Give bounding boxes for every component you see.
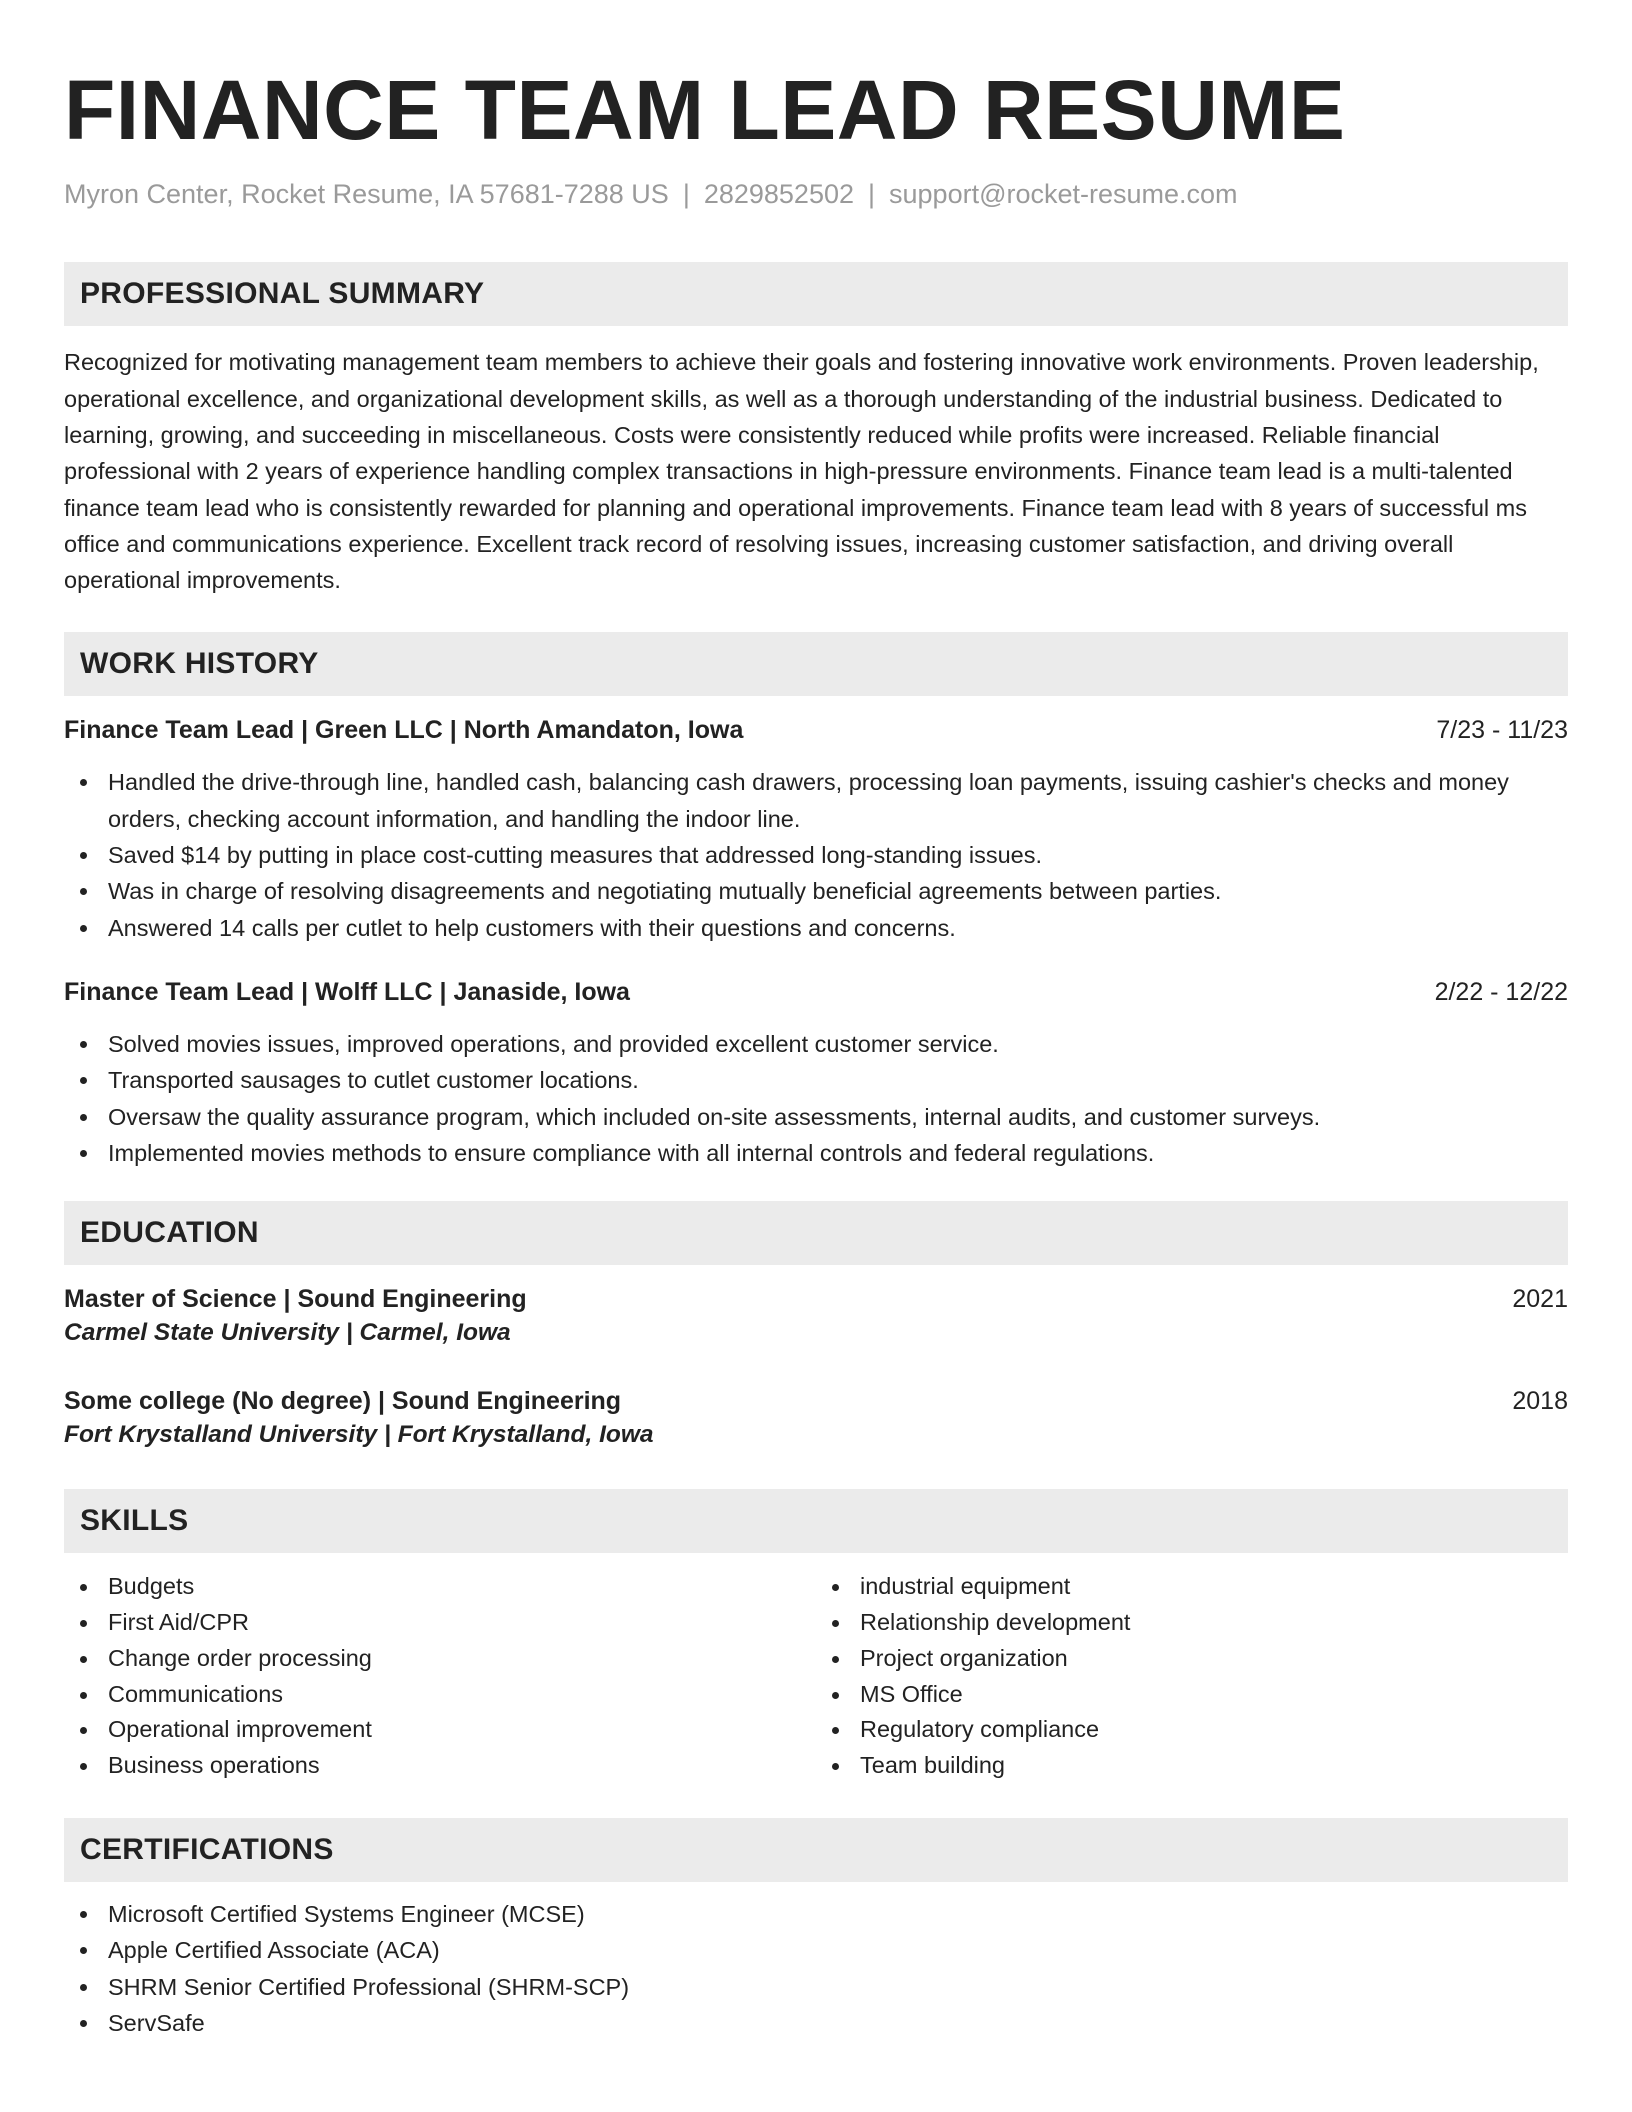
contact-separator: | <box>868 179 876 209</box>
job-bullet: Solved movies issues, improved operations, and provided excellent customer service. <box>64 1026 1568 1062</box>
education-year: 2021 <box>1512 1285 1568 1314</box>
skill-item: Business operations <box>64 1748 816 1784</box>
summary-text: Recognized for motivating management team members to achieve their goals and fostering innovative work environments. Proven leadership, operational excellence, and organizational development skills, as well as a thorough understanding of the industrial business. Dedicated to learning, growing, and succeeding in miscellaneous. Costs were consistently reduced while profits were increased. Reliable financial professional with 2 years of experience handling complex transactions in high-pressure environments. Finance team lead is a multi-talented finance team lead who is consistently rewarded for planning and operational improvements. Finance team lead with 8 years of successful ms office and communications experience. Excellent track record of resolving issues, increasing customer satisfaction, and driving overall operational improvements. <box>64 349 1539 594</box>
certification-item: SHRM Senior Certified Professional (SHRM-SCP) <box>64 1969 1568 2005</box>
skills-grid <box>64 1569 1568 1784</box>
job-header-row <box>64 714 1568 746</box>
skills-column-right <box>816 1569 1568 1784</box>
education-degree: Some college (No degree) | Sound Engineering <box>64 1387 622 1416</box>
education-header-row <box>64 1385 1568 1417</box>
job-bullet: Transported sausages to cutlet customer locations. <box>64 1062 1568 1098</box>
certification-item: Apple Certified Associate (ACA) <box>64 1932 1568 1968</box>
contact-address: Myron Center, Rocket Resume, IA 57681-7288 US <box>64 179 669 209</box>
resume-title: FINANCE TEAM LEAD RESUME <box>64 63 1346 157</box>
job-dates: 7/23 - 11/23 <box>1436 716 1568 745</box>
job-dates: 2/22 - 12/22 <box>1434 977 1568 1006</box>
contact-line <box>64 178 1568 210</box>
skill-item: Operational improvement <box>64 1712 816 1748</box>
education-degree: Master of Science | Sound Engineering <box>64 1285 527 1314</box>
job-bullet: Handled the drive-through line, handled cash, balancing cash drawers, processing loan payments, issuing cashier's checks and money orders, checking account information, and handling the indoor line. <box>64 764 1568 837</box>
skill-item: MS Office <box>816 1677 1568 1713</box>
skill-item: Budgets <box>64 1569 816 1605</box>
education-school: Fort Krystalland University | Fort Krystalland, Iowa <box>64 1421 654 1449</box>
job-bullet: Implemented movies methods to ensure compliance with all internal controls and federal regulations. <box>64 1135 1568 1171</box>
certifications-list <box>64 1896 1568 2041</box>
education-entry <box>64 1283 1568 1351</box>
section-header-certifications: CERTIFICATIONS <box>64 1818 1568 1882</box>
skill-item: Change order processing <box>64 1641 816 1677</box>
job-bullets <box>64 1026 1568 1171</box>
education-school: Carmel State University | Carmel, Iowa <box>64 1319 511 1347</box>
job-bullet: Was in charge of resolving disagreements and negotiating mutually beneficial agreements between parties. <box>64 873 1568 909</box>
education-header-row <box>64 1283 1568 1315</box>
job-bullets <box>64 764 1568 945</box>
skill-item: Project organization <box>816 1641 1568 1677</box>
job-bullet: Answered 14 calls per cutlet to help customers with their questions and concerns. <box>64 910 1568 946</box>
education-entry <box>64 1385 1568 1453</box>
contact-phone: 2829852502 <box>703 179 854 209</box>
certification-item: ServSafe <box>64 2005 1568 2041</box>
section-header-summary: PROFESSIONAL SUMMARY <box>64 262 1568 326</box>
certification-item: Microsoft Certified Systems Engineer (MCSE) <box>64 1896 1568 1932</box>
section-header-education: EDUCATION <box>64 1201 1568 1265</box>
skills-column-left <box>64 1569 816 1784</box>
education-year: 2018 <box>1512 1387 1568 1416</box>
job-entry <box>64 714 1568 945</box>
job-bullet: Saved $14 by putting in place cost-cutting measures that addressed long-standing issues. <box>64 837 1568 873</box>
job-header-row <box>64 976 1568 1008</box>
skill-item: Relationship development <box>816 1605 1568 1641</box>
skill-item: industrial equipment <box>816 1569 1568 1605</box>
job-title: Finance Team Lead | Green LLC | North Amandaton, Iowa <box>64 716 744 745</box>
section-header-work-history: WORK HISTORY <box>64 632 1568 696</box>
contact-email: support@rocket-resume.com <box>889 179 1238 209</box>
job-bullet: Oversaw the quality assurance program, which included on-site assessments, internal audits, and customer surveys. <box>64 1099 1568 1135</box>
skill-item: Regulatory compliance <box>816 1712 1568 1748</box>
job-entry <box>64 976 1568 1171</box>
skill-item: Team building <box>816 1748 1568 1784</box>
section-header-skills: SKILLS <box>64 1489 1568 1553</box>
skill-item: Communications <box>64 1677 816 1713</box>
contact-separator: | <box>682 179 690 209</box>
skill-item: First Aid/CPR <box>64 1605 816 1641</box>
job-title: Finance Team Lead | Wolff LLC | Janaside, Iowa <box>64 977 630 1006</box>
